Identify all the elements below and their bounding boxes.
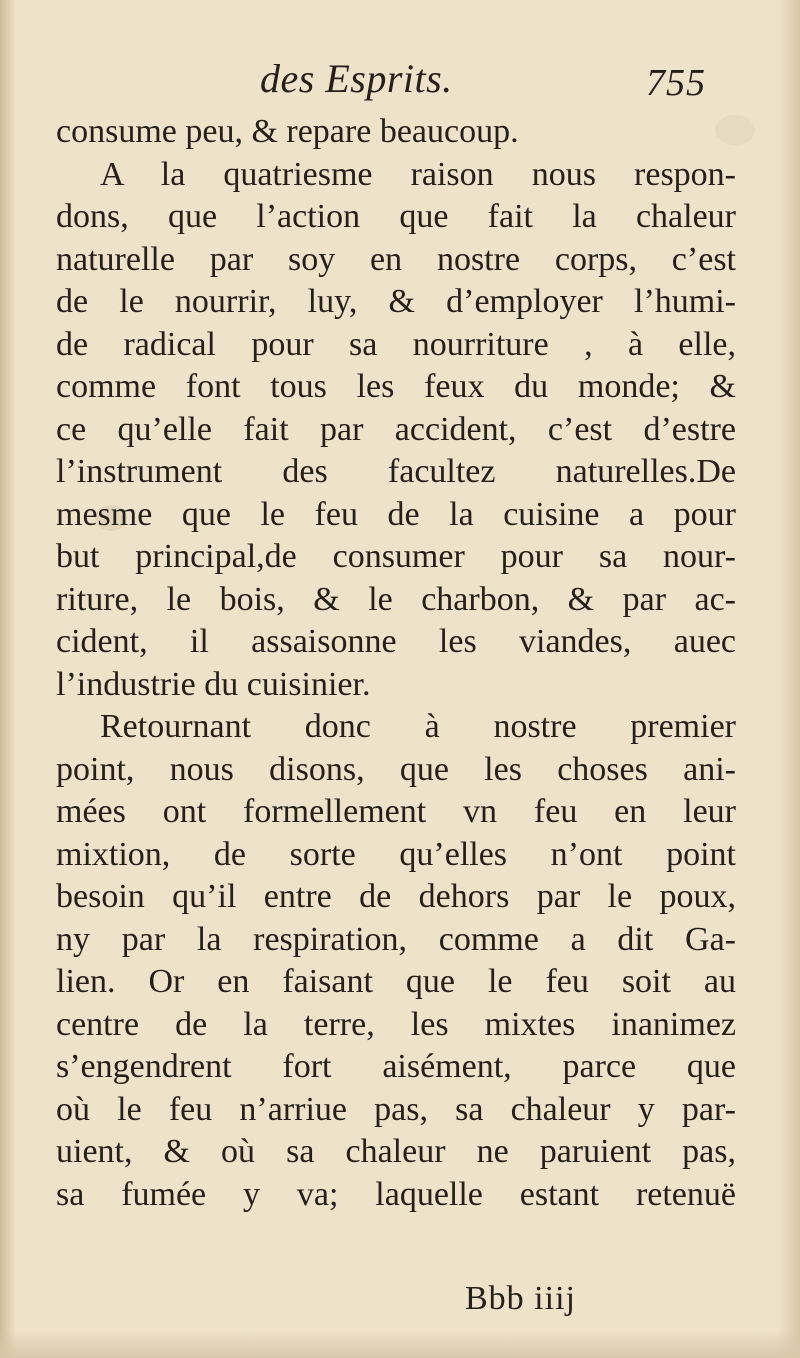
- page-number: 755: [646, 62, 706, 104]
- running-title: des Esprits.: [260, 56, 453, 101]
- text-line: ny par la respiration, comme a dit Ga-: [56, 920, 736, 958]
- text-line: mées ont formellement vn feu en leur: [56, 793, 736, 830]
- text-line: A la quatriesme raison nous respon-: [100, 155, 736, 193]
- text-line: mixtion, de sorte qu’elles n’ont point: [56, 835, 736, 873]
- page-edge-bottom: [0, 1330, 800, 1358]
- text-line: l’industrie du cuisinier.: [56, 665, 371, 703]
- page-edge-left: [0, 0, 16, 1358]
- text-line: besoin qu’il entre de dehors par le poux,: [56, 878, 736, 915]
- text-line: riture, le bois, & le charbon, & par ac-: [56, 580, 736, 618]
- text-line: de radical pour sa nourriture , à elle,: [56, 325, 736, 363]
- text-line: sa fumée y va; laquelle estant retenuë: [56, 1175, 736, 1213]
- text-line: comme font tous les feux du monde; &: [56, 368, 736, 405]
- text-line: uient, & où sa chaleur ne paruient pas,: [56, 1133, 736, 1170]
- text-line: lien. Or en faisant que le feu soit au: [56, 963, 736, 1000]
- text-line: l’instrument des facultez naturelles.De: [56, 453, 736, 490]
- text-line: où le feu n’arriue pas, sa chaleur y par-: [56, 1090, 736, 1128]
- text-line: centre de la terre, les mixtes inanimez: [56, 1005, 736, 1043]
- text-line: Retournant donc à nostre premier: [100, 708, 736, 745]
- running-head: [0, 55, 800, 111]
- text-line: consume peu, & repare beaucoup.: [56, 113, 519, 150]
- text-line: ce qu’elle fait par accident, c’est d’estre: [56, 410, 736, 448]
- text-line: naturelle par soy en nostre corps, c’est: [56, 240, 736, 278]
- text-line: point, nous disons, que les choses ani-: [56, 750, 736, 788]
- text-line: but principal,de consumer pour sa nour-: [56, 538, 736, 575]
- text-line: s’engendrent fort aisément, parce que: [56, 1048, 736, 1085]
- body-text: [56, 111, 736, 1216]
- text-line: de le nourrir, luy, & d’employer l’humi-: [56, 283, 736, 320]
- signature-mark: Bbb iiij: [465, 1280, 576, 1317]
- text-line: dons, que l’action que fait la chaleur: [56, 198, 736, 235]
- page-edge-right: [778, 0, 800, 1358]
- text-line: mesme que le feu de la cuisine a pour: [56, 495, 736, 533]
- text-line: cident, il assaisonne les viandes, auec: [56, 623, 736, 660]
